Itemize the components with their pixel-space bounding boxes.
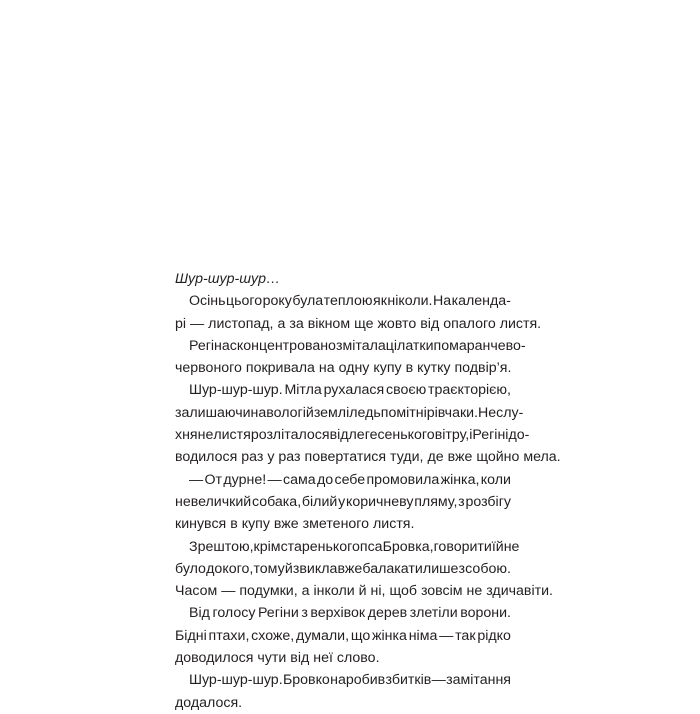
text-line: Регіна сконцентровано змітала ці латки помаранчево- xyxy=(189,337,526,354)
text-line: Від голосу Регіни з верхівок дерев злетіли ворони. xyxy=(189,605,511,622)
paragraph xyxy=(175,335,526,380)
text-line: кинувся в купу вже зметеного листя. xyxy=(175,516,415,533)
text-line: водилося раз у раз повертатися туди, де вже щойно мела. xyxy=(175,449,561,466)
text-line: Часом — подумки, а інколи й ні, щоб зовсім не здичавіти. xyxy=(175,583,553,600)
paragraph xyxy=(175,268,511,290)
paragraph xyxy=(175,669,511,714)
text-line: рі — листопад, а за вікном ще жовто від опалого листя. xyxy=(175,315,542,332)
paragraph xyxy=(175,379,561,468)
text-line: Шур-шур-шур. Мітла рухалася своєю траєкторією, xyxy=(189,382,511,399)
text-line: було до кого, тому й звикла вже балакати лише з собою. xyxy=(175,560,511,577)
paragraph xyxy=(175,469,511,536)
text-line: Осінь цього року була теплою як ніколи. На календа- xyxy=(189,293,511,310)
text-line: хняне листя розліталося від легесенького вітру, і Регіні до- xyxy=(175,427,530,444)
text-line: залишаючи на вологій землі ледь помітні рівчаки. Неслу- xyxy=(175,404,524,421)
text-line: додалося. xyxy=(175,694,243,711)
text-line: Зрештою, крім старенького пса Бровка, говорити їй не xyxy=(189,538,520,555)
text-line: — От дурне! — сама до себе промовила жінка, коли xyxy=(189,471,511,488)
text-line: доводилося чути від неї слово. xyxy=(175,650,380,667)
text-line: Шур-шур-шур. Бровко наробив збитків — замітання xyxy=(189,672,511,689)
paragraph xyxy=(175,602,511,669)
text-line: Шур-шур-шур… xyxy=(175,271,281,287)
body-text xyxy=(175,268,561,714)
text-line: червоного покривала на одну купу в кутку подвір’я. xyxy=(175,360,512,377)
text-line: невеличкий собака, білий у коричневу пляму, з розбігу xyxy=(175,493,511,510)
paragraph xyxy=(175,290,542,335)
paragraph xyxy=(175,536,553,603)
text-line: Бідні птахи, схоже, думали, що жінка німа — так рідко xyxy=(175,627,511,644)
